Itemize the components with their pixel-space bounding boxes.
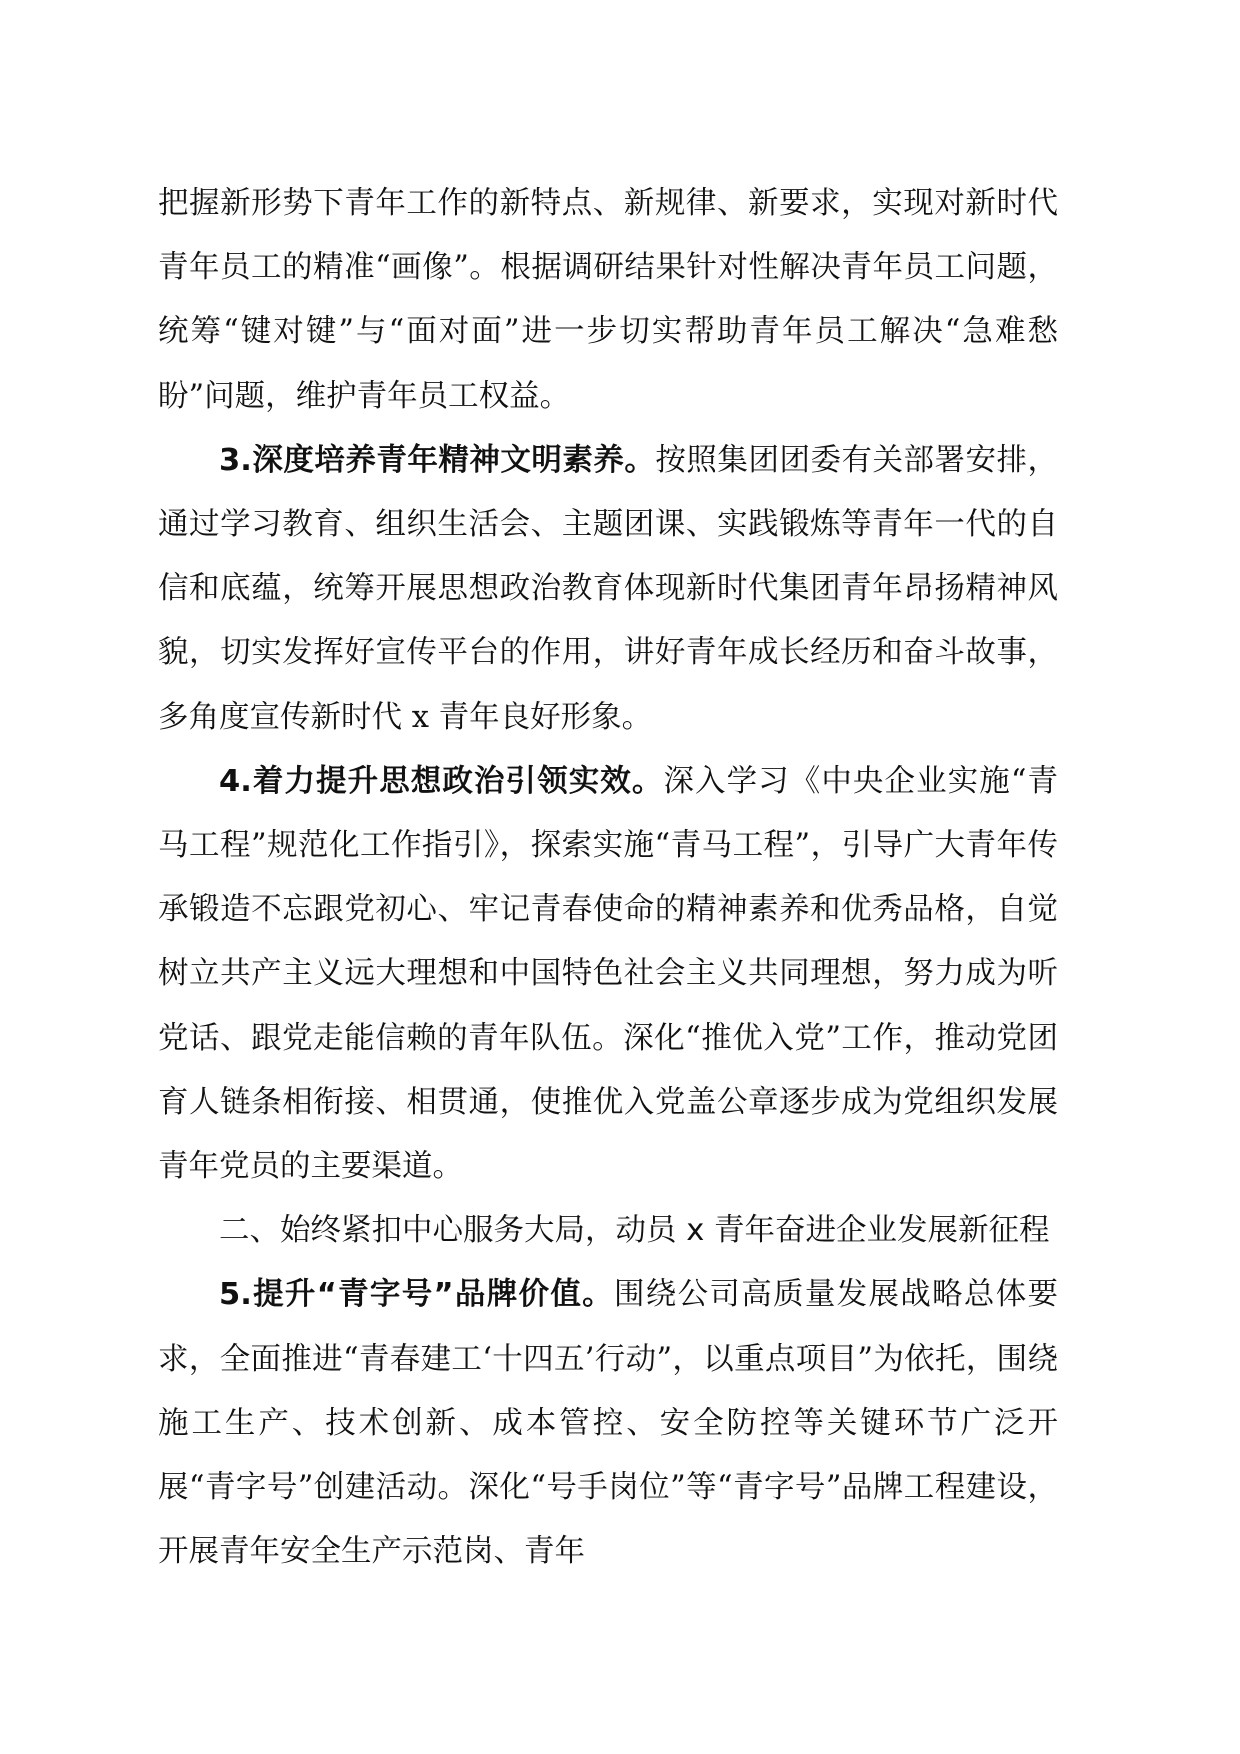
paragraph-continuation <box>158 172 1058 429</box>
paragraph-item-4 <box>158 750 1058 1199</box>
paragraph-item-3 <box>158 429 1058 750</box>
paragraph-lead: 3.深度培养青年精神文明素养。 <box>219 442 656 478</box>
paragraph-lead: 4.着力提升思想政治引领实效。 <box>219 763 664 799</box>
paragraph-item-5 <box>158 1263 1058 1584</box>
section-heading <box>158 1199 1058 1263</box>
paragraph-text: 围绕公司高质量发展战略总体要求，全面推进“青春建工‘十四五’行动”，以重点项目”为依托，围绕施工生产、技术创新、成本管控、安全防控等关键环节广泛开展“青字号”创建活动。深化“号手岗位”等“青字号”品牌工程建设，开展青年安全生产示范岗、青年 <box>158 1277 1058 1570</box>
paragraph-text: 按照集团团委有关部署安排，通过学习教育、组织生活会、主题团课、实践锻炼等青年一代的自信和底蕴，统筹开展思想政治教育体现新时代集团青年昂扬精神风貌，切实发挥好宣传平台的作用，讲好青年成长经历和奋斗故事，多角度宣传新时代 x 青年良好形象。 <box>158 442 1059 735</box>
paragraph-text: 深入学习《中央企业实施“青马工程”规范化工作指引》，探索实施“青马工程”，引导广大青年传承锻造不忘跟党初心、牢记青春使命的精神素养和优秀品格，自觉树立共产主义远大理想和中国特色社会主义共同理想，努力成为听党话、跟党走能信赖的青年队伍。深化“推优入党”工作，推动党团育人链条相衔接、相贯通，使推优入党盖公章逐步成为党组织发展青年党员的主要渠道。 <box>158 763 1058 1185</box>
section-heading-text: 二、始终紧扣中心服务大局，动员 x 青年奋进企业发展新征程 <box>219 1213 1050 1249</box>
paragraph-text: 把握新形势下青年工作的新特点、新规律、新要求，实现对新时代青年员工的精准“画像”。根据调研结果针对性解决青年员工问题，统筹“键对键”与“面对面”进一步切实帮助青年员工解决“急难愁盼”问题，维护青年员工权益。 <box>158 186 1058 414</box>
paragraph-lead: 5.提升“青字号”品牌价值。 <box>219 1277 614 1313</box>
document-page <box>158 172 1058 1584</box>
